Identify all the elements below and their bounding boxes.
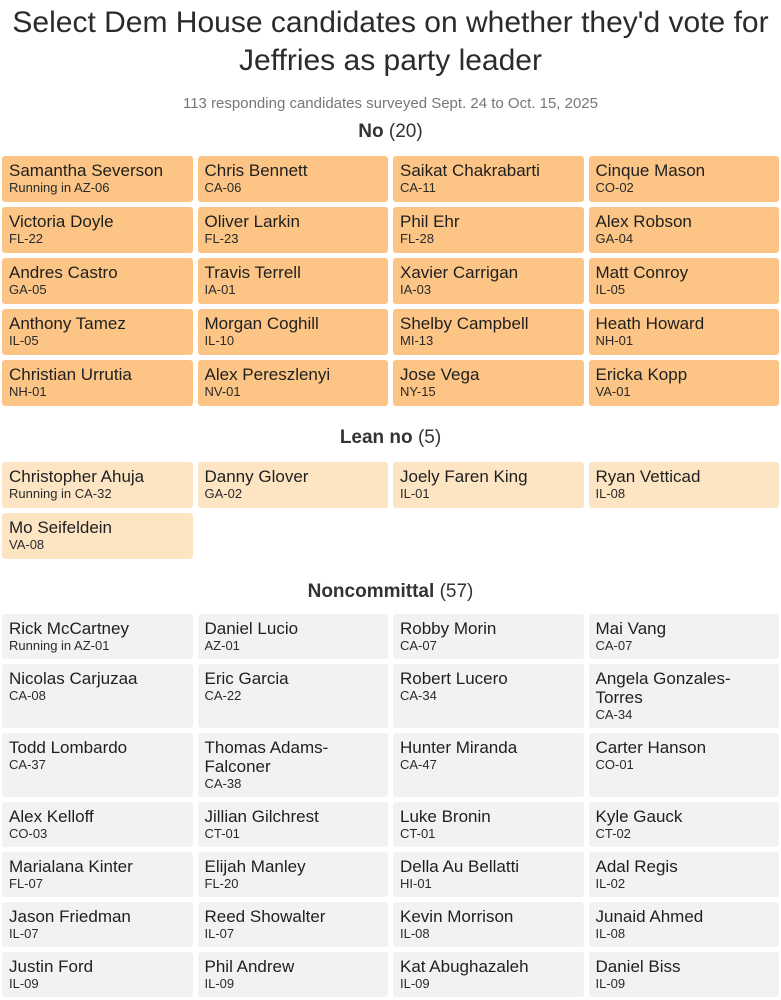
candidate-district: NH-01 — [9, 384, 47, 399]
candidate-name: Reed Showalter — [204, 907, 326, 926]
candidate-district: FL-20 — [204, 876, 239, 891]
candidate-name: Danny Glover — [204, 467, 309, 486]
candidate-card — [393, 852, 584, 897]
candidate-name: Heath Howard — [595, 314, 705, 333]
group-label: No — [358, 121, 384, 142]
candidate-district: IL-08 — [595, 486, 626, 501]
candidate-card — [2, 852, 193, 897]
candidate-district: IL-08 — [400, 926, 430, 941]
candidate-district: CA-08 — [9, 688, 46, 703]
candidate-name: Jason Friedman — [9, 907, 131, 926]
candidate-card — [393, 733, 584, 797]
candidate-name: Luke Bronin — [400, 807, 491, 826]
candidate-district: VA-08 — [9, 537, 45, 552]
candidate-district: IL-09 — [9, 976, 39, 991]
candidate-card — [2, 733, 193, 797]
candidate-card — [393, 156, 584, 202]
candidate-district: NH-01 — [595, 333, 634, 348]
candidate-card — [2, 513, 193, 559]
candidate-name: Nicolas Carjuzaa — [9, 669, 138, 688]
candidate-district: CT-01 — [400, 826, 436, 841]
candidate-name: Carter Hanson — [595, 738, 707, 757]
candidate-name: Cinque Mason — [595, 161, 706, 180]
candidate-name: Matt Conroy — [595, 263, 689, 282]
candidate-card — [198, 952, 389, 997]
candidate-name: Samantha Severson — [9, 161, 164, 180]
candidate-name: Ericka Kopp — [595, 365, 688, 384]
candidate-district: Running in AZ-06 — [9, 180, 110, 195]
candidate-card — [393, 614, 584, 659]
candidate-name: Shelby Campbell — [400, 314, 529, 333]
candidate-district: CO-03 — [9, 826, 48, 841]
candidate-name: Rick McCartney — [9, 619, 129, 638]
chart-title: Select Dem House candidates on whether they'd vote for Jeffries as party leader — [12, 6, 769, 77]
candidate-district: CA-34 — [595, 707, 633, 722]
candidate-card — [2, 258, 193, 304]
candidate-name: Marialana Kinter — [9, 857, 133, 876]
candidate-card — [2, 156, 193, 202]
candidate-district: CA-47 — [400, 757, 437, 772]
candidate-card — [198, 360, 389, 406]
candidate-card — [589, 258, 780, 304]
candidate-name: Travis Terrell — [204, 263, 301, 282]
candidate-card — [2, 207, 193, 253]
candidate-district: IL-02 — [595, 876, 626, 891]
candidate-district: FL-22 — [9, 231, 43, 246]
candidate-card — [198, 156, 389, 202]
candidate-card — [393, 207, 584, 253]
candidate-district: CA-07 — [595, 638, 633, 653]
candidate-district: CA-07 — [400, 638, 437, 653]
candidate-name: Mo Seifeldein — [9, 518, 113, 537]
candidate-name: Mai Vang — [595, 619, 667, 638]
candidate-name: Christian Urrutia — [9, 365, 132, 384]
candidate-district: CA-38 — [204, 776, 242, 791]
candidate-district: VA-01 — [595, 384, 631, 399]
candidate-card — [2, 462, 193, 508]
candidate-card — [2, 802, 193, 847]
candidate-name: Chris Bennett — [204, 161, 308, 180]
candidate-name: Jillian Gilchrest — [204, 807, 319, 826]
candidate-name: Daniel Lucio — [204, 619, 299, 638]
candidate-card — [589, 614, 780, 659]
group-heading-noncommittal — [0, 581, 781, 603]
candidate-card — [393, 902, 584, 947]
candidate-district: CO-01 — [595, 757, 634, 772]
candidate-district: NY-15 — [400, 384, 436, 399]
group-count: (5) — [417, 427, 442, 448]
candidate-card — [589, 852, 780, 897]
candidate-name: Thomas Adams-Falconer — [204, 738, 329, 776]
candidate-name: Hunter Miranda — [400, 738, 518, 757]
candidate-name: Elijah Manley — [204, 857, 306, 876]
candidate-card — [589, 902, 780, 947]
candidate-card — [198, 309, 389, 355]
candidate-name: Xavier Carrigan — [400, 263, 519, 282]
candidate-name: Ryan Vetticad — [595, 467, 701, 486]
chart-subtitle: 113 responding candidates surveyed Sept. 24 to Oct. 15, 2025 — [182, 95, 598, 112]
candidate-district: CA-37 — [9, 757, 46, 772]
candidate-card — [589, 207, 780, 253]
candidate-district: GA-04 — [595, 231, 634, 246]
candidate-district: CT-02 — [595, 826, 631, 841]
candidate-name: Alex Robson — [595, 212, 692, 231]
group-label: Lean no — [339, 427, 413, 448]
candidate-card — [198, 258, 389, 304]
candidate-district: FL-07 — [9, 876, 43, 891]
candidate-card — [589, 664, 780, 728]
candidate-name: Todd Lombardo — [9, 738, 128, 757]
candidate-name: Kyle Gauck — [595, 807, 683, 826]
candidate-card — [393, 802, 584, 847]
candidate-name: Justin Ford — [9, 957, 94, 976]
candidate-district: CA-34 — [400, 688, 437, 703]
candidate-card — [589, 360, 780, 406]
group-count: (57) — [439, 581, 474, 602]
candidate-card — [2, 952, 193, 997]
candidate-card — [589, 952, 780, 997]
candidate-district: IL-09 — [400, 976, 430, 991]
candidate-card — [198, 733, 389, 797]
candidate-card — [393, 309, 584, 355]
candidate-name: Alex Kelloff — [9, 807, 94, 826]
group-grid-no — [2, 156, 779, 406]
candidate-card — [2, 902, 193, 947]
candidate-name: Oliver Larkin — [204, 212, 300, 231]
candidate-name: Anthony Tamez — [9, 314, 126, 333]
candidate-name: Saikat Chakrabarti — [400, 161, 540, 180]
candidate-district: IL-08 — [595, 926, 626, 941]
candidate-card — [198, 902, 389, 947]
candidate-district: CT-01 — [204, 826, 240, 841]
candidate-district: IL-01 — [400, 486, 430, 501]
candidate-card — [2, 360, 193, 406]
candidate-card — [2, 309, 193, 355]
candidate-district: IL-07 — [9, 926, 39, 941]
candidate-name: Robert Lucero — [400, 669, 508, 688]
group-grid-lean-no — [2, 462, 779, 559]
candidate-name: Morgan Coghill — [204, 314, 319, 333]
candidate-name: Andres Castro — [9, 263, 118, 282]
candidate-district: IL-09 — [595, 976, 626, 991]
candidate-district: IA-03 — [400, 282, 432, 297]
candidate-card — [393, 664, 584, 728]
candidate-district: GA-05 — [9, 282, 47, 297]
candidate-district: GA-02 — [204, 486, 243, 501]
candidate-name: Phil Andrew — [204, 957, 295, 976]
candidate-name: Robby Morin — [400, 619, 497, 638]
candidate-district: MI-13 — [400, 333, 434, 348]
candidate-district: FL-23 — [204, 231, 239, 246]
candidate-district: CA-06 — [204, 180, 242, 195]
candidate-district: IL-05 — [595, 282, 626, 297]
candidate-district: CO-02 — [595, 180, 634, 195]
candidate-name: Angela Gonzales-Torres — [595, 669, 731, 707]
candidate-card — [393, 360, 584, 406]
candidate-district: IL-09 — [204, 976, 235, 991]
candidate-card — [2, 664, 193, 728]
candidate-card — [589, 462, 780, 508]
group-heading-lean-no — [0, 427, 781, 449]
candidate-district: CA-22 — [204, 688, 242, 703]
candidate-district: IL-07 — [204, 926, 235, 941]
candidate-name: Christopher Ahuja — [9, 467, 145, 486]
candidate-card — [198, 852, 389, 897]
candidate-card — [589, 156, 780, 202]
candidate-card — [198, 802, 389, 847]
candidate-district: FL-28 — [400, 231, 434, 246]
candidate-name: Victoria Doyle — [9, 212, 114, 231]
candidate-card — [393, 462, 584, 508]
candidate-name: Della Au Bellatti — [400, 857, 520, 876]
candidate-card — [393, 952, 584, 997]
candidate-card — [2, 614, 193, 659]
candidate-card — [589, 733, 780, 797]
group-heading-no — [0, 121, 781, 143]
candidate-district: IL-05 — [9, 333, 39, 348]
candidate-card — [589, 309, 780, 355]
candidate-name: Alex Pereszlenyi — [204, 365, 331, 384]
candidate-name: Eric Garcia — [204, 669, 289, 688]
candidate-card — [589, 802, 780, 847]
candidate-district: AZ-01 — [204, 638, 240, 653]
candidate-district: CA-11 — [400, 180, 436, 195]
group-label: Noncommittal — [307, 581, 435, 602]
candidate-name: Jose Vega — [400, 365, 480, 384]
candidate-district: NV-01 — [204, 384, 241, 399]
candidate-card — [393, 258, 584, 304]
candidate-district: Running in CA-32 — [9, 486, 112, 501]
candidate-name: Kat Abughazaleh — [400, 957, 529, 976]
candidate-name: Phil Ehr — [400, 212, 460, 231]
candidate-name: Adal Regis — [595, 857, 678, 876]
candidate-district: IL-10 — [204, 333, 235, 348]
group-count: (20) — [388, 121, 423, 142]
candidate-district: Running in AZ-01 — [9, 638, 110, 653]
candidate-name: Kevin Morrison — [400, 907, 514, 926]
candidate-name: Joely Faren King — [400, 467, 528, 486]
candidate-name: Junaid Ahmed — [595, 907, 704, 926]
candidate-card — [198, 207, 389, 253]
candidate-district: IA-01 — [204, 282, 236, 297]
candidate-card — [198, 664, 389, 728]
candidate-card — [198, 614, 389, 659]
group-grid-noncommittal — [2, 614, 779, 997]
candidate-name: Daniel Biss — [595, 957, 681, 976]
candidate-card — [198, 462, 389, 508]
candidate-district: HI-01 — [400, 876, 432, 891]
